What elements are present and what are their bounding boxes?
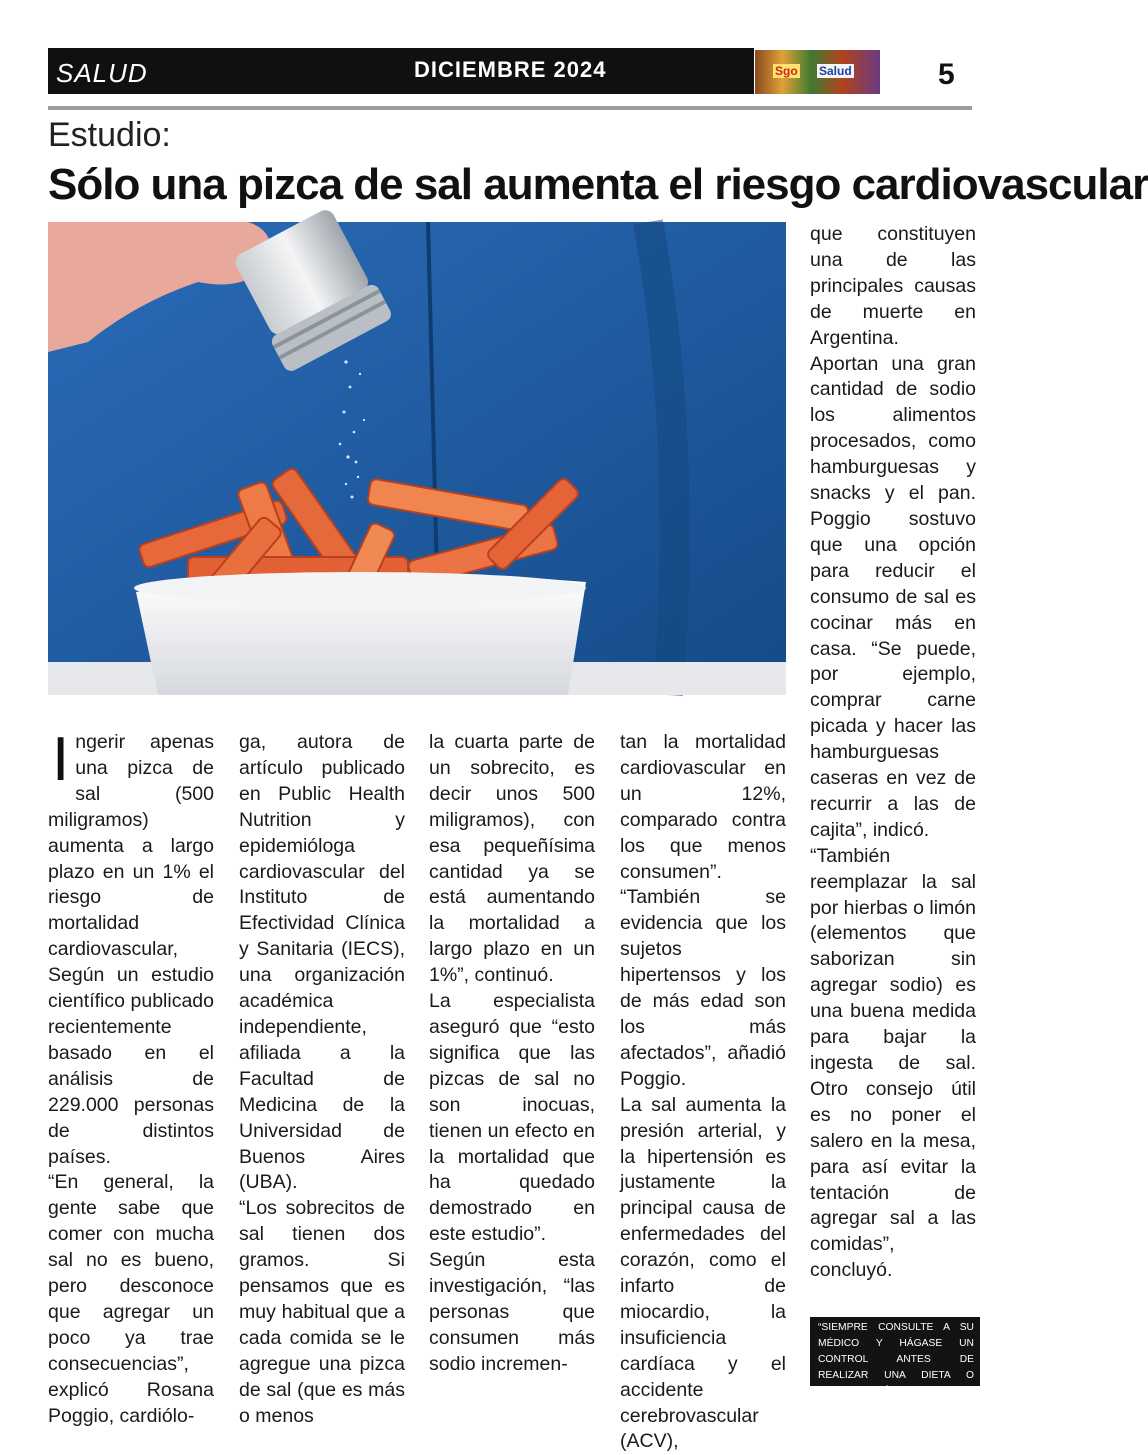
paragraph: ga, autora de artículo publicado en Public Health Nutrition y epidemióloga cardiovascular del Instituto de Efectividad Clínica y Sanitaria (IECS), una organización académica independiente, afiliada a la Facultad de Medicina de la Universidad de Buenos Aires (UBA). xyxy=(239,731,405,1194)
paragraph: tan la mortalidad cardiovascular en un 12%, comparado contra los que menos consumen”. xyxy=(620,731,786,883)
photo-illustration xyxy=(48,222,786,695)
article-column-4 xyxy=(620,730,786,1455)
article-column-1 xyxy=(48,725,214,1429)
page-number: 5 xyxy=(938,58,955,91)
article-column-5 xyxy=(810,222,976,1284)
section-label: SALUD xyxy=(56,58,148,88)
section-header-bar xyxy=(48,48,754,94)
paragraph: “También se evidencia que los sujetos hipertensos y los de más edad son los más afectados”, añadió Poggio. xyxy=(620,886,786,1090)
paragraph: La sal aumenta la presión arterial, y la hipertensión es justamente la principal causa de enfermedades del corazón, como el infarto de miocardio, la insuficiencia cardíaca y el accidente cerebrovascular (ACV), xyxy=(620,1093,786,1453)
header-divider xyxy=(48,106,972,110)
paragraph: la cuarta parte de un sobrecito, es decir unos 500 miligramos), con esa pequeñísima cantidad ya se está aumentando la mortalidad a largo plazo en un 1%”, continuó. xyxy=(429,731,595,987)
paragraph: La especialista aseguró que “esto significa que las pizcas de sal no son inocuas, tienen un efecto en la mortalidad que ha quedado demostrado en este estudio”. xyxy=(429,990,595,1246)
paragraph: ngerir apenas una pizca de sal (500 miligramos) aumenta a largo plazo en un 1% el riesgo de mortalidad cardiovascular, xyxy=(48,731,214,961)
drop-cap: I xyxy=(52,725,70,794)
article-headline: Sólo una pizca de sal aumenta el riesgo cardiovascular xyxy=(48,160,1148,209)
logo-text-sgo: Sgo xyxy=(775,64,798,78)
paragraph: “En general, la gente sabe que comer con mucha sal no es bueno, pero desconoce que agregar un poco ya trae consecuencias”, explicó Rosana Poggio, cardiólo- xyxy=(48,1171,214,1427)
health-disclaimer-box: “SIEMPRE CONSULTE A SU MÉDICO Y HÁGASE UN CONTROL ANTES DE REALIZAR UNA DIETA O ACTIVADAD FÍSICA” xyxy=(810,1317,980,1386)
article-kicker: Estudio: xyxy=(48,116,171,154)
paragraph: Aportan una gran cantidad de sodio los alimentos procesados, como hamburguesas y snacks y el pan. Poggio sostuvo que una opción para reducir el consumo de sal es cocinar más en casa. “Se puede, por ejemplo, comprar carne picada y hacer las hamburguesas caseras en vez de recurrir a las de cajita”, indicó. xyxy=(810,352,976,841)
article-column-3 xyxy=(429,730,595,1378)
logo-text-salud: Salud xyxy=(819,64,852,78)
paragraph: Según un estudio científico publicado recientemente basado en el análisis de 229.000 personas de distintos países. xyxy=(48,964,214,1168)
sgo-salud-logo xyxy=(755,50,880,94)
paragraph: Según esta investigación, “las personas que consumen más sodio incremen- xyxy=(429,1249,595,1375)
paragraph: “Los sobrecitos de sal tienen dos gramos. Si pensamos que es muy habitual que a cada comida se le agregue una pizca de sal (que es más o menos xyxy=(239,1197,405,1427)
paragraph: que constituyen una de las principales causas de muerte en Argentina. xyxy=(810,223,976,349)
paragraph: “También reemplazar la sal por hierbas o limón (elementos que saborizan sin agregar sodio) es una buena medida para bajar la ingesta de sal. Otro consejo útil es no poner el salero en la mesa, para así evitar la tentación de agregar sal a las comidas”, concluyó. xyxy=(810,844,976,1282)
salt-shaker-fries-photo xyxy=(48,222,786,695)
article-column-2 xyxy=(239,730,405,1429)
issue-date: DICIEMBRE 2024 xyxy=(414,57,607,82)
